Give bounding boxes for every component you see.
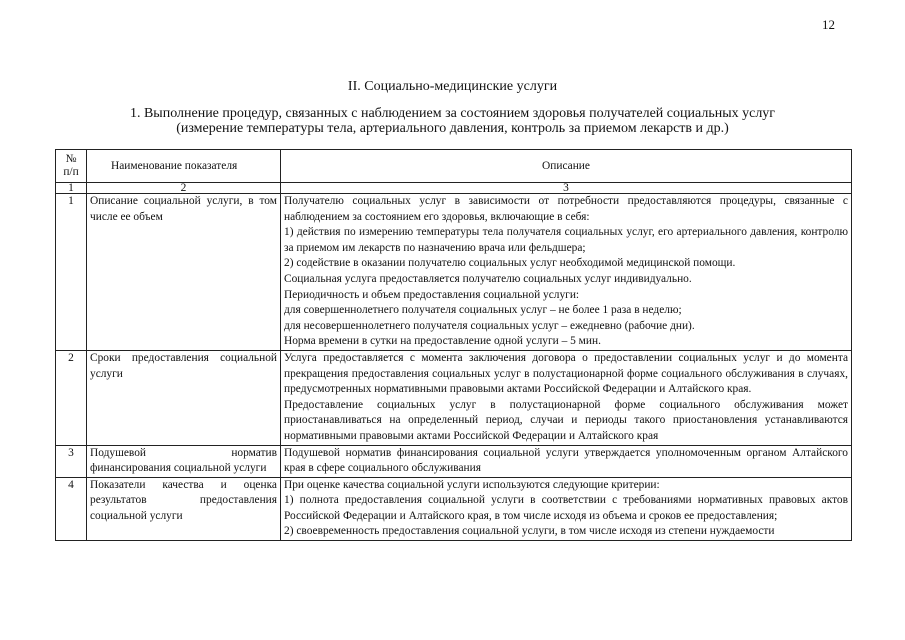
column-number-3: 3 [281, 183, 852, 194]
description-line: Получателю социальных услуг в зависимости от потребности предоставляются процедуры, связанные с наблюдением за состоянием его здоровья, включающие в себя: [284, 195, 848, 223]
subsection-title [30, 106, 875, 136]
description-line: для совершеннолетнего получателя социальных услуг – не более 1 раза в неделю; [284, 304, 682, 317]
description-line: Норма времени в сутки на предоставление одной услуги – 5 мин. [284, 335, 601, 348]
table-header-row [56, 150, 852, 183]
header-name: Наименование показателя [87, 150, 281, 183]
subsection-title-line-1: 1. Выполнение процедур, связанных с наблюдением за состоянием здоровья получателей социальных услуг [129, 106, 776, 121]
description-line: Социальная услуга предоставляется получателю социальных услуг индивидуально. [284, 272, 692, 285]
description-line: Подушевой норматив финансирования социальной услуги утверждается уполномоченным органом Алтайского края в сфере социального обслуживания [284, 446, 848, 475]
column-number-2: 2 [87, 183, 281, 194]
row-description [281, 477, 852, 540]
row-name: Сроки предоставления социальной услуги [87, 350, 281, 445]
description-line: Периодичность и объем предоставления социальной услуги: [284, 288, 580, 301]
row-name: Показатели качества и оценка результатов предоставления социальной услуги [87, 477, 281, 540]
column-number-1: 1 [56, 183, 87, 194]
description-line: 2) содействие в оказании получателю социальных услуг необходимой медицинской помощи. [284, 257, 736, 270]
row-name: Описание социальной услуги, в том числе ее объем [87, 194, 281, 351]
description-line: для несовершеннолетнего получателя социальных услуг – ежедневно (рабочие дни). [284, 319, 695, 332]
services-table [55, 149, 852, 541]
header-num-abbr: п/п [63, 166, 79, 178]
row-description [281, 194, 852, 351]
row-num: 3 [56, 445, 87, 477]
subsection-title-line-2: (измерение температуры тела, артериального давления, контроль за приемом лекарств и др.) [176, 121, 729, 136]
description-line: 2) своевременность предоставления социальной услуги, в том числе исходя из степени нуждаемости [284, 525, 775, 538]
table-row [56, 477, 852, 540]
header-description: Описание [281, 150, 852, 183]
table-row [56, 350, 852, 445]
row-num: 1 [56, 194, 87, 351]
description-line: При оценке качества социальной услуги используются следующие критерии: [284, 478, 660, 491]
row-num: 4 [56, 477, 87, 540]
description-line: Предоставление социальных услуг в полустационарной форме социального обслуживания может приостанавливаться на определенный период, случаи и периоды такого приостановления устанавливаются нормативными правовыми актами Российской Федерации и Алтайского края [284, 398, 848, 442]
header-num [56, 150, 87, 183]
header-num-sign: № [65, 153, 77, 165]
row-num: 2 [56, 350, 87, 445]
table-row [56, 194, 852, 351]
row-name: Подушевой норматив финансирования социальной услуги [87, 445, 281, 477]
section-title: II. Социально-медицинские услуги [347, 79, 558, 94]
row-description [281, 445, 852, 477]
page-number: 12 [822, 17, 835, 32]
row-description [281, 350, 852, 445]
table-row [56, 445, 852, 477]
column-numbers-row [56, 183, 852, 194]
description-line: 1) действия по измерению температуры тела получателя социальных услуг, его артериального давления, контролю за приемом им лекарств по назначению врача или фельдшера; [284, 226, 848, 254]
description-line: Услуга предоставляется с момента заключения договора о предоставлении социальных услуг и до момента прекращения предоставления социальных услуг в полустационарной форме социального обслуживания в случаях, предусмотренных нормативными правовыми актами Российской Федерации и Алтайского края. [284, 351, 848, 396]
description-line: 1) полнота предоставления социальной услуги в соответствии с требованиями нормативных правовых актов Российской Федерации и Алтайского края, в том числе исходя из объема и сроков ее предоставления; [284, 494, 848, 522]
